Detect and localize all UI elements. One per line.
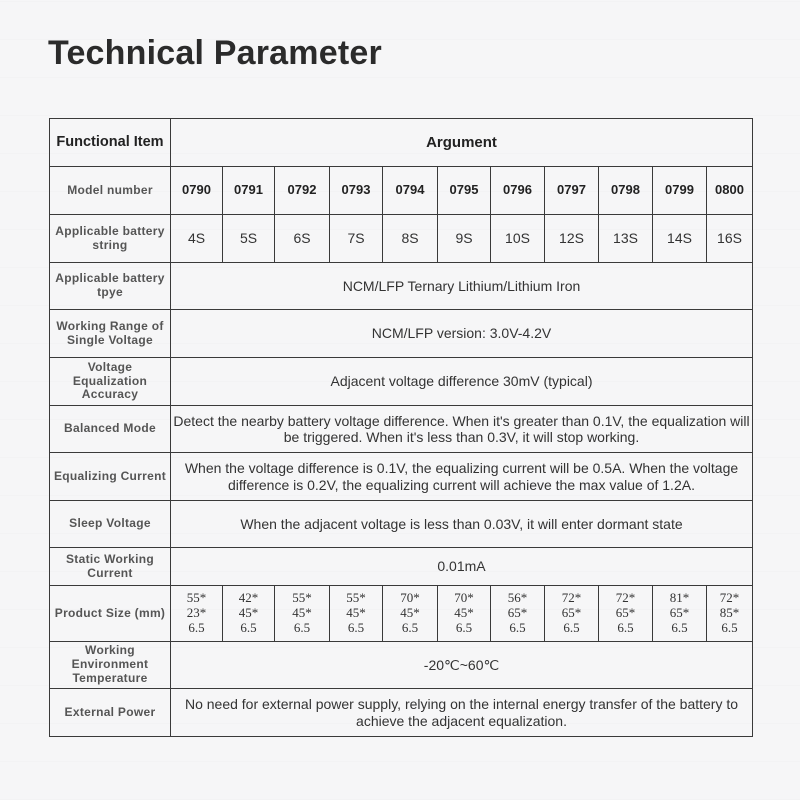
technical-parameter-table [49,118,753,737]
battery-string-cell: 13S [599,215,653,263]
external-power-value: No need for external power supply, relying on the internal energy transfer of the battery to achieve the adjacent equalization. [171,689,753,737]
equalizing-current-row [50,453,753,501]
model-cell: 0794 [383,167,438,215]
product-size-cell: 55* 45* 6.5 [275,586,330,642]
working-range-value: NCM/LFP version: 3.0V-4.2V [171,310,753,358]
sleep-voltage-label: Sleep Voltage [50,501,171,548]
external-power-row [50,689,753,737]
model-number-label: Model number [50,167,171,215]
product-size-label: Product Size (mm) [50,586,171,642]
battery-string-cell: 14S [653,215,707,263]
battery-string-cell: 12S [545,215,599,263]
battery-string-cell: 8S [383,215,438,263]
model-number-row [50,167,753,215]
battery-string-label: Applicable battery string [50,215,171,263]
model-cell: 0790 [171,167,223,215]
battery-string-cell: 16S [707,215,753,263]
battery-string-cell: 6S [275,215,330,263]
battery-type-value: NCM/LFP Ternary Lithium/Lithium Iron [171,263,753,310]
argument-header: Argument [171,119,753,167]
model-cell: 0797 [545,167,599,215]
model-cell: 0798 [599,167,653,215]
static-current-value: 0.01mA [171,548,753,586]
product-size-cell: 70* 45* 6.5 [438,586,491,642]
model-cell: 0799 [653,167,707,215]
equalization-accuracy-label: Voltage Equalization Accuracy [50,358,171,406]
battery-type-label: Applicable battery tpye [50,263,171,310]
product-size-row [50,586,753,642]
model-cell: 0800 [707,167,753,215]
battery-string-cell: 9S [438,215,491,263]
battery-string-cell: 4S [171,215,223,263]
model-cell: 0793 [330,167,383,215]
battery-string-cell: 7S [330,215,383,263]
environment-temperature-label: Working Environment Temperature [50,642,171,689]
product-size-cell: 72* 65* 6.5 [545,586,599,642]
balanced-mode-label: Balanced Mode [50,406,171,453]
model-cell: 0791 [223,167,275,215]
equalization-accuracy-row [50,358,753,406]
functional-item-header: Functional Item [50,119,171,167]
static-current-label: Static Working Current [50,548,171,586]
balanced-mode-value: Detect the nearby battery voltage difference. When it's greater than 0.1V, the equalization will be triggered. When it's less than 0.3V, it will stop working. [171,406,753,453]
battery-string-cell: 5S [223,215,275,263]
working-range-row [50,310,753,358]
battery-type-row [50,263,753,310]
header-row [50,119,753,167]
product-size-cell: 70* 45* 6.5 [383,586,438,642]
product-size-cell: 55* 23* 6.5 [171,586,223,642]
working-range-label: Working Range of Single Voltage [50,310,171,358]
equalization-accuracy-value: Adjacent voltage difference 30mV (typical) [171,358,753,406]
sleep-voltage-value: When the adjacent voltage is less than 0.03V, it will enter dormant state [171,501,753,548]
sleep-voltage-row [50,501,753,548]
environment-temperature-row [50,642,753,689]
equalizing-current-label: Equalizing Current [50,453,171,501]
external-power-label: External Power [50,689,171,737]
product-size-cell: 81* 65* 6.5 [653,586,707,642]
page-title: Technical Parameter [48,34,382,72]
product-size-cell: 56* 65* 6.5 [491,586,545,642]
balanced-mode-row [50,406,753,453]
environment-temperature-value: -20℃~60℃ [171,642,753,689]
equalizing-current-value: When the voltage difference is 0.1V, the equalizing current will be 0.5A. When the voltage difference is 0.2V, the equalizing current will achieve the max value of 1.2A. [171,453,753,501]
model-cell: 0795 [438,167,491,215]
product-size-cell: 72* 85* 6.5 [707,586,753,642]
product-size-cell: 55* 45* 6.5 [330,586,383,642]
static-current-row [50,548,753,586]
battery-string-cell: 10S [491,215,545,263]
product-size-cell: 72* 65* 6.5 [599,586,653,642]
battery-string-row [50,215,753,263]
model-cell: 0796 [491,167,545,215]
product-size-cell: 42* 45* 6.5 [223,586,275,642]
model-cell: 0792 [275,167,330,215]
